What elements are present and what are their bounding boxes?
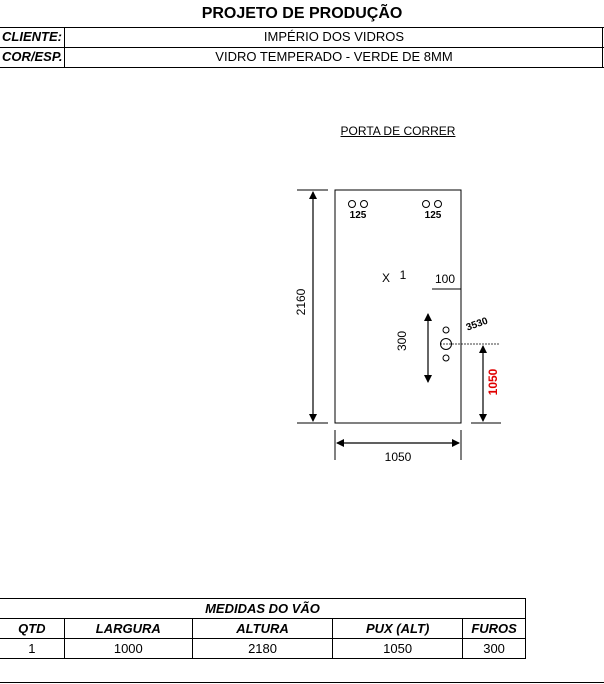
hole — [443, 355, 449, 361]
hole — [443, 327, 449, 333]
cliente-label: CLIENTE: — [2, 29, 62, 44]
header-qtd: QTD — [0, 619, 64, 639]
header-altura: ALTURA — [192, 619, 332, 639]
header-pux: PUX (ALT) — [333, 619, 463, 639]
dim-height: 2160 — [294, 288, 309, 316]
dim-1050-vertical: 1050 — [486, 368, 501, 396]
hole-label-left: 125 — [349, 210, 367, 221]
x-count: 1 — [399, 268, 407, 282]
cor-value: VIDRO TEMPERADO - VERDE DE 8MM — [215, 49, 453, 64]
x-marker: X — [381, 271, 391, 285]
cor-label: COR/ESP. — [2, 49, 63, 64]
cliente-value: IMPÉRIO DOS VIDROS — [263, 29, 405, 44]
hole — [435, 201, 442, 208]
drawing-title: PORTA DE CORRER — [340, 124, 456, 138]
glass-panel — [335, 190, 461, 423]
divider — [0, 682, 604, 683]
cell-qtd: 1 — [0, 639, 64, 659]
medidas-title: MEDIDAS DO VÃO — [0, 599, 526, 619]
hole — [423, 201, 430, 208]
hole — [349, 201, 356, 208]
dim-3530: 3530 — [464, 315, 490, 334]
dim-300: 300 — [395, 330, 410, 352]
table-row — [0, 639, 526, 659]
dim-100: 100 — [434, 272, 456, 286]
cell-altura: 2180 — [192, 639, 332, 659]
cell-largura: 1000 — [64, 639, 192, 659]
medidas-table — [0, 598, 526, 659]
cell-pux: 1050 — [333, 639, 463, 659]
cell-furos: 300 — [463, 639, 526, 659]
header-largura: LARGURA — [64, 619, 192, 639]
hole — [361, 201, 368, 208]
dim-width: 1050 — [384, 450, 412, 464]
page-title: PROJETO DE PRODUÇÃO — [201, 5, 403, 22]
header-furos: FUROS — [463, 619, 526, 639]
hole-label-right: 125 — [424, 210, 442, 221]
